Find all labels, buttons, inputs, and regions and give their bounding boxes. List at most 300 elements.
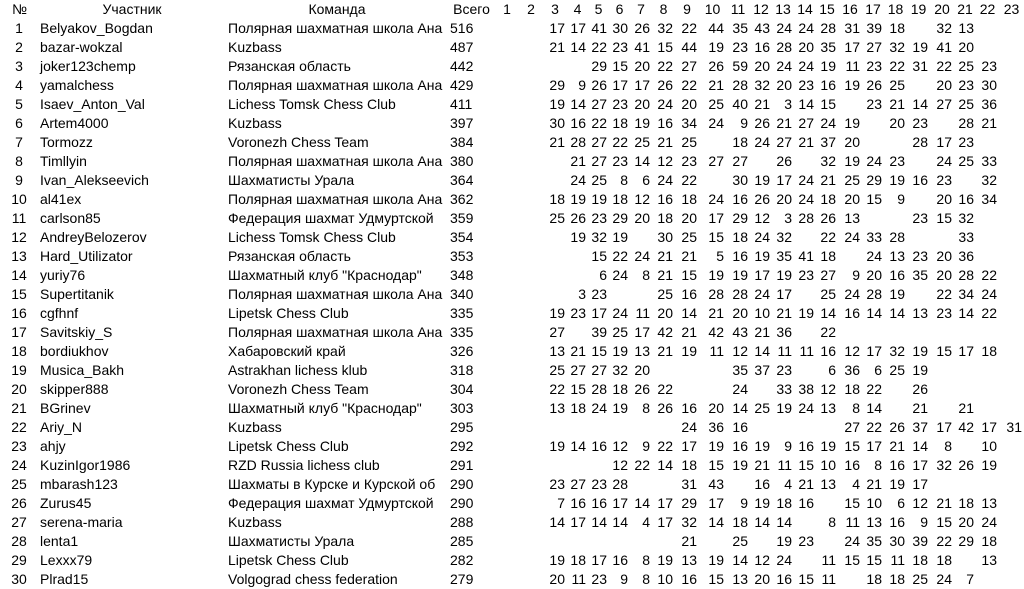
round-score-cell: 28: [570, 134, 586, 150]
round-score-cell: 21: [657, 134, 673, 150]
round-score-cell: 41: [591, 20, 607, 36]
round-score-cell: [519, 494, 543, 513]
round-score-cell: [567, 456, 588, 475]
round-score-cell: 13: [912, 305, 928, 321]
round-score-cell: 29: [958, 533, 974, 549]
round-score-cell: 21: [889, 438, 905, 454]
total-cell: 487: [450, 39, 474, 55]
round-score-cell: 24: [708, 191, 724, 207]
round-score-cell: [699, 532, 726, 551]
place-cell: 16: [11, 305, 27, 321]
round-score-cell: 23: [798, 267, 814, 283]
round-score-cell: 11: [777, 457, 792, 473]
round-score-cell: [907, 228, 930, 247]
round-score-cell: [609, 532, 630, 551]
round-score-cell: 23: [866, 96, 882, 112]
round-score-cell: 17: [866, 438, 882, 454]
round-score-cell: [567, 532, 588, 551]
table-row: [0, 437, 1024, 456]
round-score-cell: 59: [732, 58, 748, 74]
round-score-cell: [519, 57, 543, 76]
place-cell: 12: [11, 229, 27, 245]
round-score-cell: 32: [936, 20, 952, 36]
round-score-cell: 24: [591, 400, 607, 416]
round-score-cell: 28: [866, 286, 882, 302]
round-score-cell: [495, 361, 519, 380]
round-score-cell: 21: [798, 134, 814, 150]
round-score-cell: 30: [981, 77, 997, 93]
total-cell: 411: [450, 96, 473, 112]
place-cell: 6: [15, 115, 23, 131]
round-score-cell: [519, 266, 543, 285]
round-score-cell: 15: [591, 343, 607, 359]
round-score-cell: 20: [936, 191, 952, 207]
round-score-cell: 13: [820, 476, 836, 492]
round-score-cell: 16: [681, 571, 697, 587]
round-score-cell: 20: [708, 400, 724, 416]
round-score-cell: [862, 133, 884, 152]
round-score-cell: 28: [912, 134, 928, 150]
round-score-cell: 21: [936, 495, 952, 511]
round-score-cell: 18: [912, 552, 928, 568]
round-score-cell: 31: [844, 20, 860, 36]
round-score-cell: 19: [591, 191, 607, 207]
round-score-cell: [976, 247, 999, 266]
round-score-cell: 27: [866, 39, 882, 55]
round-score-cell: 23: [798, 77, 814, 93]
round-score-cell: 39: [591, 324, 607, 340]
participant-cell: al41ex: [40, 191, 82, 207]
table-row: [0, 380, 1024, 399]
round-score-cell: 25: [958, 153, 974, 169]
round-score-cell: [838, 570, 862, 589]
round-score-cell: 13: [981, 495, 997, 511]
round-score-cell: [976, 228, 999, 247]
round-score-cell: 11: [709, 343, 724, 359]
round-score-cell: 32: [981, 172, 997, 188]
round-score-cell: 21: [657, 343, 673, 359]
round-score-cell: 16: [776, 571, 792, 587]
round-score-cell: [999, 323, 1024, 342]
round-score-cell: 14: [612, 514, 628, 530]
round-score-cell: [999, 38, 1024, 57]
table-row: [0, 228, 1024, 247]
round-score-cell: 16: [732, 191, 748, 207]
header-round-18: 18: [887, 1, 904, 17]
round-score-cell: 21: [958, 400, 974, 416]
round-score-cell: 10: [754, 305, 770, 321]
round-score-cell: 11: [890, 552, 905, 568]
round-score-cell: 16: [889, 457, 905, 473]
round-score-cell: [543, 57, 567, 76]
round-score-cell: 28: [708, 286, 724, 302]
team-cell: Lipetsk Chess Club: [228, 438, 349, 454]
round-score-cell: 26: [657, 400, 673, 416]
round-score-cell: 22: [820, 229, 836, 245]
round-score-cell: 28: [958, 115, 974, 131]
round-score-cell: 15: [820, 96, 836, 112]
round-score-cell: 14: [798, 96, 814, 112]
round-score-cell: 15: [936, 343, 952, 359]
team-cell: Шахматисты Урала: [228, 172, 355, 188]
team-cell: Федерация шахмат Удмуртской: [228, 210, 434, 226]
round-score-cell: 22: [889, 58, 905, 74]
round-score-cell: 21: [981, 115, 997, 131]
round-score-cell: [495, 133, 519, 152]
table-row: [0, 19, 1024, 38]
round-score-cell: 22: [820, 324, 836, 340]
round-score-cell: [999, 361, 1024, 380]
round-score-cell: [543, 152, 567, 171]
round-score-cell: [495, 380, 519, 399]
round-score-cell: [954, 475, 976, 494]
round-score-cell: 23: [591, 210, 607, 226]
round-score-cell: 39: [912, 533, 928, 549]
round-score-cell: 25: [912, 571, 928, 587]
total-cell: 384: [450, 134, 474, 150]
round-score-cell: 14: [681, 305, 697, 321]
round-score-cell: 26: [591, 77, 607, 93]
round-score-cell: 19: [844, 115, 860, 131]
total-cell: 303: [450, 400, 474, 416]
header-team: Команда: [308, 1, 366, 17]
place-cell: 9: [15, 172, 23, 188]
round-score-cell: [519, 228, 543, 247]
round-score-cell: 28: [732, 286, 748, 302]
round-score-cell: [794, 551, 816, 570]
round-score-cell: 24: [936, 153, 952, 169]
round-score-cell: [495, 342, 519, 361]
round-score-cell: 8: [620, 172, 628, 188]
participant-cell: serena-maria: [40, 514, 123, 530]
round-score-cell: 13: [820, 400, 836, 416]
round-score-cell: 32: [657, 20, 673, 36]
round-score-cell: 10: [981, 438, 997, 454]
round-score-cell: 17: [591, 552, 607, 568]
round-score-cell: 22: [591, 115, 607, 131]
round-score-cell: 19: [708, 438, 724, 454]
round-score-cell: 17: [549, 20, 565, 36]
round-score-cell: 15: [866, 191, 882, 207]
place-cell: 28: [11, 533, 27, 549]
round-score-cell: 19: [820, 58, 836, 74]
round-score-cell: [976, 570, 999, 589]
round-score-cell: [816, 418, 838, 437]
round-score-cell: [794, 323, 816, 342]
team-cell: Шахматный клуб "Краснодар": [228, 267, 422, 283]
round-score-cell: 27: [708, 153, 724, 169]
round-score-cell: 6: [828, 362, 836, 378]
participant-cell: bordiukhov: [40, 343, 109, 359]
round-score-cell: 27: [820, 267, 836, 283]
round-score-cell: [930, 323, 954, 342]
round-score-cell: [838, 323, 862, 342]
team-cell: Федерация шахмат Удмуртской: [228, 495, 434, 511]
round-score-cell: [999, 95, 1024, 114]
round-score-cell: [862, 323, 884, 342]
round-score-cell: 26: [754, 115, 770, 131]
round-score-cell: 23: [591, 476, 607, 492]
round-score-cell: 26: [776, 153, 792, 169]
round-score-cell: 22: [936, 533, 952, 549]
round-score-cell: 15: [591, 248, 607, 264]
round-score-cell: 22: [612, 248, 628, 264]
round-score-cell: 18: [570, 552, 586, 568]
team-cell: Kuzbass: [228, 419, 282, 435]
round-score-cell: [999, 57, 1024, 76]
header-round-17: 17: [865, 1, 881, 17]
round-score-cell: 19: [889, 476, 905, 492]
round-score-cell: 25: [681, 134, 697, 150]
round-score-cell: 44: [708, 20, 724, 36]
round-score-cell: [519, 323, 543, 342]
round-score-cell: [907, 76, 930, 95]
table-row: [0, 266, 1024, 285]
round-score-cell: 18: [889, 571, 905, 587]
header-total: Всего: [453, 1, 490, 17]
total-cell: 362: [450, 191, 474, 207]
round-score-cell: 15: [570, 381, 586, 397]
round-score-cell: [976, 361, 999, 380]
round-score-cell: [495, 418, 519, 437]
round-score-cell: 18: [681, 457, 697, 473]
round-score-cell: 17: [958, 343, 974, 359]
round-score-cell: 24: [866, 248, 882, 264]
participant-cell: ahjy: [40, 438, 66, 454]
round-score-cell: 35: [912, 267, 928, 283]
round-score-cell: [652, 361, 675, 380]
round-score-cell: 35: [732, 20, 748, 36]
round-score-cell: 16: [657, 115, 673, 131]
round-score-cell: [999, 171, 1024, 190]
round-score-cell: 18: [866, 571, 882, 587]
round-score-cell: [772, 418, 794, 437]
round-score-cell: 24: [732, 381, 748, 397]
round-score-cell: [699, 171, 726, 190]
round-score-cell: 23: [912, 115, 928, 131]
round-score-cell: 19: [912, 362, 928, 378]
round-score-cell: 21: [657, 267, 673, 283]
header-round-23: 23: [1003, 1, 1020, 17]
round-score-cell: [543, 171, 567, 190]
round-score-cell: 13: [732, 571, 748, 587]
round-score-cell: 18: [681, 191, 697, 207]
participant-cell: lenta1: [40, 533, 79, 549]
team-cell: Полярная шахматная школа Ана: [228, 324, 443, 340]
round-score-cell: 9: [920, 514, 928, 530]
total-cell: 326: [450, 343, 474, 359]
place-cell: 2: [15, 39, 23, 55]
round-score-cell: 18: [732, 229, 748, 245]
round-score-cell: [816, 494, 838, 513]
round-score-cell: 27: [681, 58, 697, 74]
round-score-cell: 22: [591, 39, 607, 55]
round-score-cell: 7: [557, 495, 565, 511]
round-score-cell: 4: [852, 476, 860, 492]
round-score-cell: [862, 209, 884, 228]
round-score-cell: 23: [776, 362, 792, 378]
round-score-cell: [519, 361, 543, 380]
participant-cell: KuzinIgor1986: [40, 457, 131, 473]
round-score-cell: 8: [828, 514, 836, 530]
round-score-cell: 3: [784, 210, 792, 226]
round-score-cell: [543, 532, 567, 551]
table-row: [0, 323, 1024, 342]
round-score-cell: [567, 266, 588, 285]
table-row: [0, 532, 1024, 551]
round-score-cell: [519, 247, 543, 266]
round-score-cell: 24: [754, 286, 770, 302]
round-score-cell: 20: [776, 191, 792, 207]
round-score-cell: 15: [708, 229, 724, 245]
total-cell: 353: [450, 248, 474, 264]
round-score-cell: 8: [642, 400, 650, 416]
place-cell: 18: [11, 343, 27, 359]
round-score-cell: 19: [657, 552, 673, 568]
round-score-cell: 16: [889, 267, 905, 283]
round-score-cell: 16: [591, 438, 607, 454]
place-cell: 22: [11, 419, 27, 435]
round-score-cell: 17: [570, 514, 586, 530]
round-score-cell: 21: [866, 476, 882, 492]
team-cell: Полярная шахматная школа Ана: [228, 20, 443, 36]
header-round-15: 15: [819, 1, 835, 17]
round-score-cell: [495, 171, 519, 190]
round-score-cell: [519, 437, 543, 456]
participant-cell: Artem4000: [40, 115, 109, 131]
total-cell: 397: [450, 115, 474, 131]
round-score-cell: [588, 532, 609, 551]
header-round-3: 3: [551, 1, 559, 17]
round-score-cell: [519, 38, 543, 57]
round-score-cell: 24: [798, 20, 814, 36]
total-cell: 340: [450, 286, 474, 302]
round-score-cell: [884, 133, 907, 152]
round-score-cell: 23: [936, 172, 952, 188]
round-score-cell: 42: [958, 419, 974, 435]
round-score-cell: [976, 380, 999, 399]
round-score-cell: [495, 551, 519, 570]
round-score-cell: 21: [657, 248, 673, 264]
round-score-cell: [794, 513, 816, 532]
round-score-cell: 43: [732, 324, 748, 340]
round-score-cell: 32: [612, 362, 628, 378]
round-score-cell: 27: [570, 362, 586, 378]
round-score-cell: 36: [708, 419, 724, 435]
round-score-cell: 19: [570, 191, 586, 207]
round-score-cell: 22: [549, 381, 565, 397]
round-score-cell: 19: [798, 305, 814, 321]
round-score-cell: 16: [657, 191, 673, 207]
round-score-cell: 6: [897, 495, 905, 511]
round-score-cell: 25: [754, 400, 770, 416]
round-score-cell: 27: [570, 476, 586, 492]
participant-cell: Musica_Bakh: [40, 362, 125, 378]
round-score-cell: [907, 152, 930, 171]
round-score-cell: 14: [570, 96, 586, 112]
round-score-cell: [495, 152, 519, 171]
round-score-cell: 33: [866, 229, 882, 245]
round-score-cell: 42: [708, 324, 724, 340]
team-cell: Шахматный клуб "Краснодар": [228, 400, 422, 416]
round-score-cell: 15: [798, 571, 814, 587]
round-score-cell: 9: [784, 438, 792, 454]
round-score-cell: [862, 114, 884, 133]
round-score-cell: [699, 380, 726, 399]
round-score-cell: 26: [889, 419, 905, 435]
header-place: №: [12, 1, 28, 17]
round-score-cell: [519, 418, 543, 437]
round-score-cell: [884, 323, 907, 342]
round-score-cell: 25: [549, 362, 565, 378]
round-score-cell: [794, 361, 816, 380]
round-score-cell: 10: [820, 457, 836, 473]
round-score-cell: 41: [798, 248, 814, 264]
round-score-cell: 19: [844, 153, 860, 169]
round-score-cell: 17: [936, 134, 952, 150]
round-score-cell: 27: [844, 419, 860, 435]
round-score-cell: 12: [820, 381, 836, 397]
table-body: [0, 19, 1024, 589]
round-score-cell: [588, 456, 609, 475]
table-row: [0, 209, 1024, 228]
round-score-cell: 22: [657, 438, 673, 454]
round-score-cell: 11: [571, 571, 586, 587]
round-score-cell: [930, 114, 954, 133]
team-cell: Astrakhan lichess klub: [228, 362, 368, 378]
round-score-cell: 12: [844, 343, 860, 359]
round-score-cell: [630, 285, 652, 304]
round-score-cell: 11: [845, 58, 860, 74]
place-cell: 24: [11, 457, 27, 473]
round-score-cell: 25: [889, 77, 905, 93]
round-score-cell: [609, 418, 630, 437]
place-cell: 4: [15, 77, 23, 93]
round-score-cell: 24: [820, 115, 836, 131]
round-score-cell: 11: [845, 514, 860, 530]
place-cell: 15: [11, 286, 27, 302]
round-score-cell: 15: [936, 210, 952, 226]
round-score-cell: [495, 95, 519, 114]
round-score-cell: 7: [966, 571, 974, 587]
round-score-cell: 24: [612, 305, 628, 321]
round-score-cell: 22: [936, 58, 952, 74]
round-score-cell: 24: [936, 571, 952, 587]
team-cell: Lichess Tomsk Chess Club: [228, 229, 396, 245]
round-score-cell: 25: [958, 58, 974, 74]
round-score-cell: 37: [754, 362, 770, 378]
table-row: [0, 551, 1024, 570]
round-score-cell: [999, 380, 1024, 399]
round-score-cell: 16: [889, 514, 905, 530]
round-score-cell: 28: [889, 229, 905, 245]
round-score-cell: 37: [820, 134, 836, 150]
round-score-cell: [519, 19, 543, 38]
round-score-cell: 30: [889, 533, 905, 549]
round-score-cell: 36: [958, 248, 974, 264]
round-score-cell: 17: [657, 495, 673, 511]
round-score-cell: [884, 399, 907, 418]
round-score-cell: 6: [642, 172, 650, 188]
round-score-cell: 13: [844, 210, 860, 226]
round-score-cell: 21: [708, 77, 724, 93]
round-score-cell: 23: [591, 286, 607, 302]
round-score-cell: [907, 285, 930, 304]
round-score-cell: [838, 247, 862, 266]
round-score-cell: [495, 304, 519, 323]
round-score-cell: 22: [612, 134, 628, 150]
round-score-cell: 20: [936, 248, 952, 264]
